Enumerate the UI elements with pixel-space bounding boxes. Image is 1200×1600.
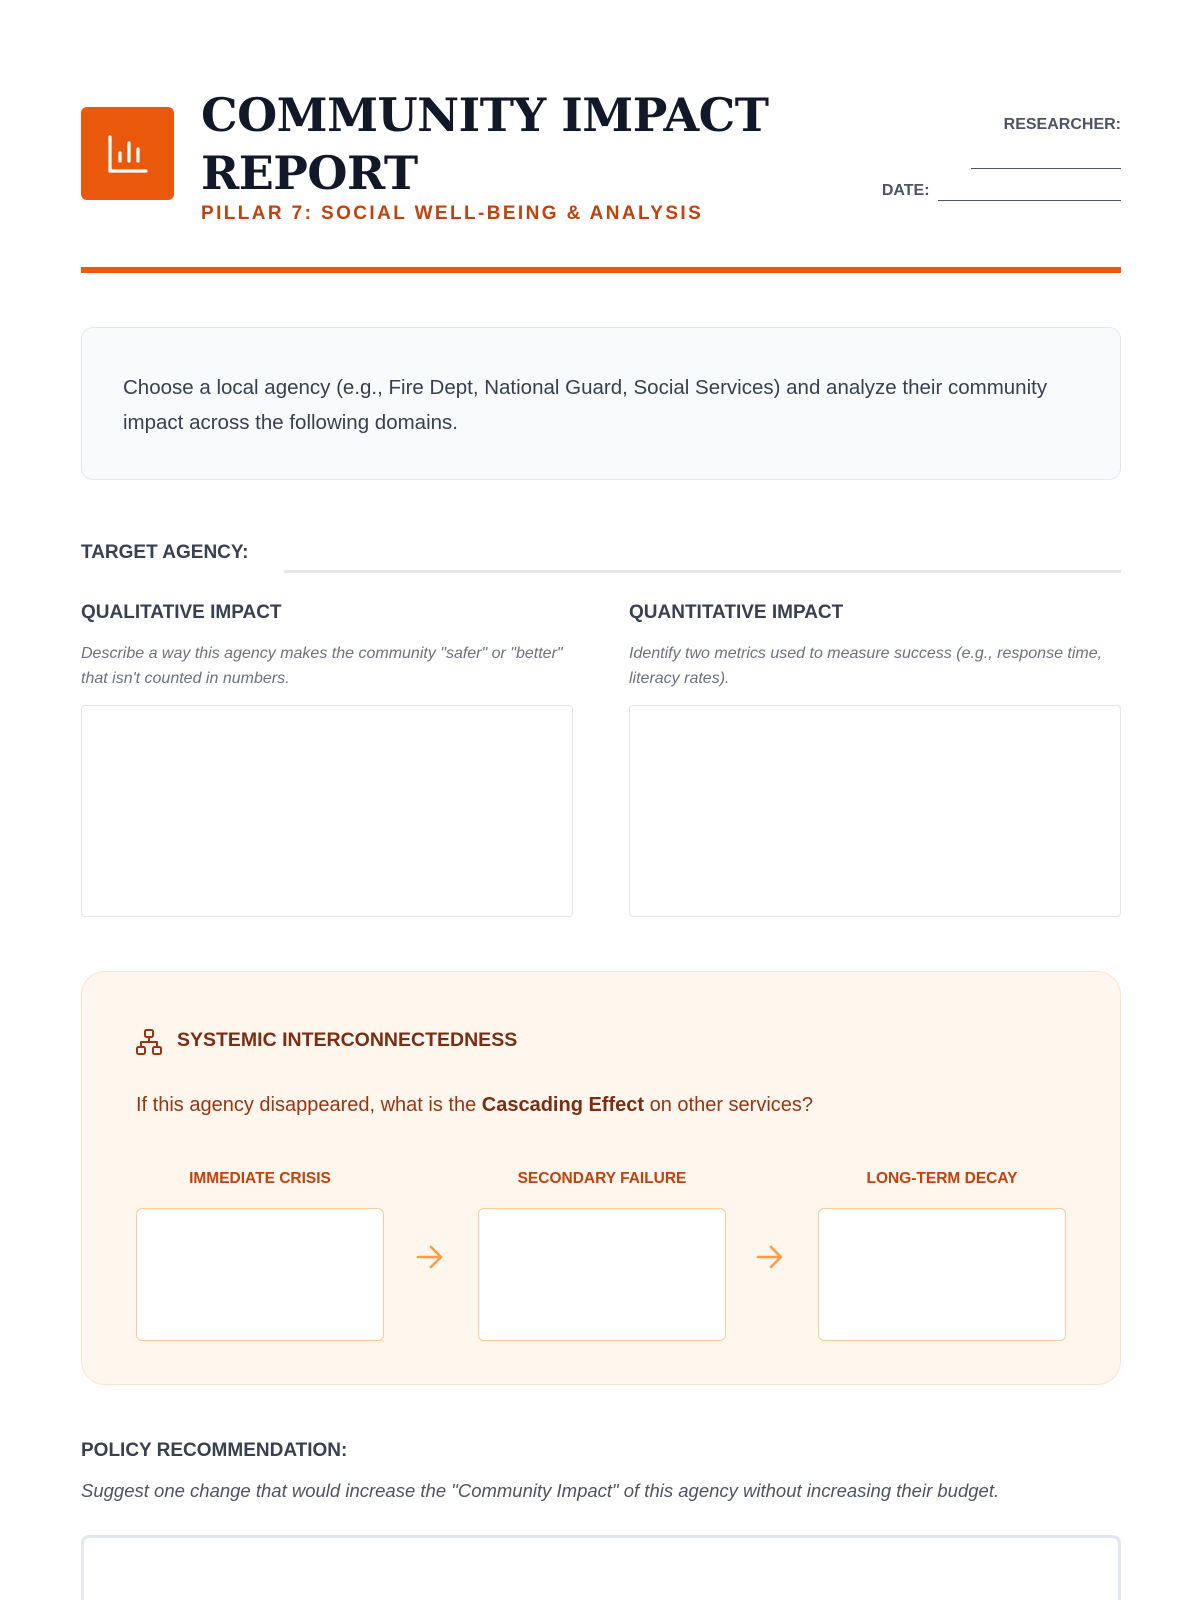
- qualitative-answer-box[interactable]: [81, 705, 573, 917]
- researcher-label: RESEARCHER:: [1003, 116, 1121, 133]
- question-prefix: If this agency disappeared, what is the: [136, 1094, 482, 1116]
- meta-fields: [882, 115, 1121, 201]
- systemic-panel: [81, 971, 1121, 1385]
- systemic-question: [136, 1094, 813, 1117]
- target-agency-field[interactable]: [284, 570, 1121, 573]
- quantitative-answer-box[interactable]: [629, 705, 1121, 917]
- bar-chart-icon: [81, 107, 174, 200]
- question-bold: Cascading Effect: [481, 1094, 645, 1116]
- policy-answer-box[interactable]: [81, 1535, 1121, 1600]
- date-field[interactable]: [938, 187, 1121, 201]
- hierarchy-icon: [135, 1028, 163, 1056]
- stage-label: LONG-TERM DECAY: [866, 1170, 1018, 1187]
- stage-answer-box[interactable]: [818, 1208, 1066, 1341]
- stage-label: SECONDARY FAILURE: [517, 1170, 687, 1187]
- worksheet-page: [81, 0, 1121, 1600]
- title-line-1: COMMUNITY IMPACT: [201, 88, 769, 142]
- title-line-2: REPORT: [201, 146, 418, 200]
- instructions-box: [81, 327, 1121, 480]
- stage-secondary-failure: [478, 1168, 726, 1190]
- stage-label: IMMEDIATE CRISIS: [189, 1170, 331, 1187]
- page-title: [201, 86, 769, 202]
- policy-hint: Suggest one change that would increase the "Community Impact" of this agency without increasing their budget.: [81, 1480, 1000, 1501]
- quantitative-hint: Identify two metrics used to measure success (e.g., response time, literacy rates).: [629, 645, 1103, 687]
- date-label: DATE:: [881, 182, 930, 199]
- systemic-title: SYSTEMIC INTERCONNECTEDNESS: [177, 1029, 518, 1051]
- stage-answer-box[interactable]: [478, 1208, 726, 1341]
- instructions-text: Choose a local agency (e.g., Fire Dept, National Guard, Social Services) and analyze their community impact across the following domains.: [123, 376, 1048, 434]
- target-agency-label: TARGET AGENCY:: [81, 542, 249, 563]
- page-subtitle: PILLAR 7: SOCIAL WELL-BEING & ANALYSIS: [201, 203, 704, 224]
- qualitative-title: QUALITATIVE IMPACT: [81, 602, 282, 623]
- quantitative-section: [629, 602, 1121, 691]
- header-divider: [81, 267, 1121, 273]
- researcher-field[interactable]: [971, 155, 1121, 169]
- question-suffix: on other services?: [644, 1094, 814, 1116]
- stage-answer-box[interactable]: [136, 1208, 384, 1341]
- arrow-right-icon: [414, 1241, 446, 1273]
- qualitative-section: [81, 602, 573, 691]
- arrow-right-icon: [754, 1241, 786, 1273]
- quantitative-title: QUANTITATIVE IMPACT: [629, 602, 844, 623]
- stage-immediate-crisis: [136, 1168, 384, 1190]
- qualitative-hint: Describe a way this agency makes the community "safer" or "better" that isn't counted in numbers.: [81, 645, 563, 687]
- stage-long-term-decay: [818, 1168, 1066, 1190]
- policy-label: POLICY RECOMMENDATION:: [81, 1440, 348, 1461]
